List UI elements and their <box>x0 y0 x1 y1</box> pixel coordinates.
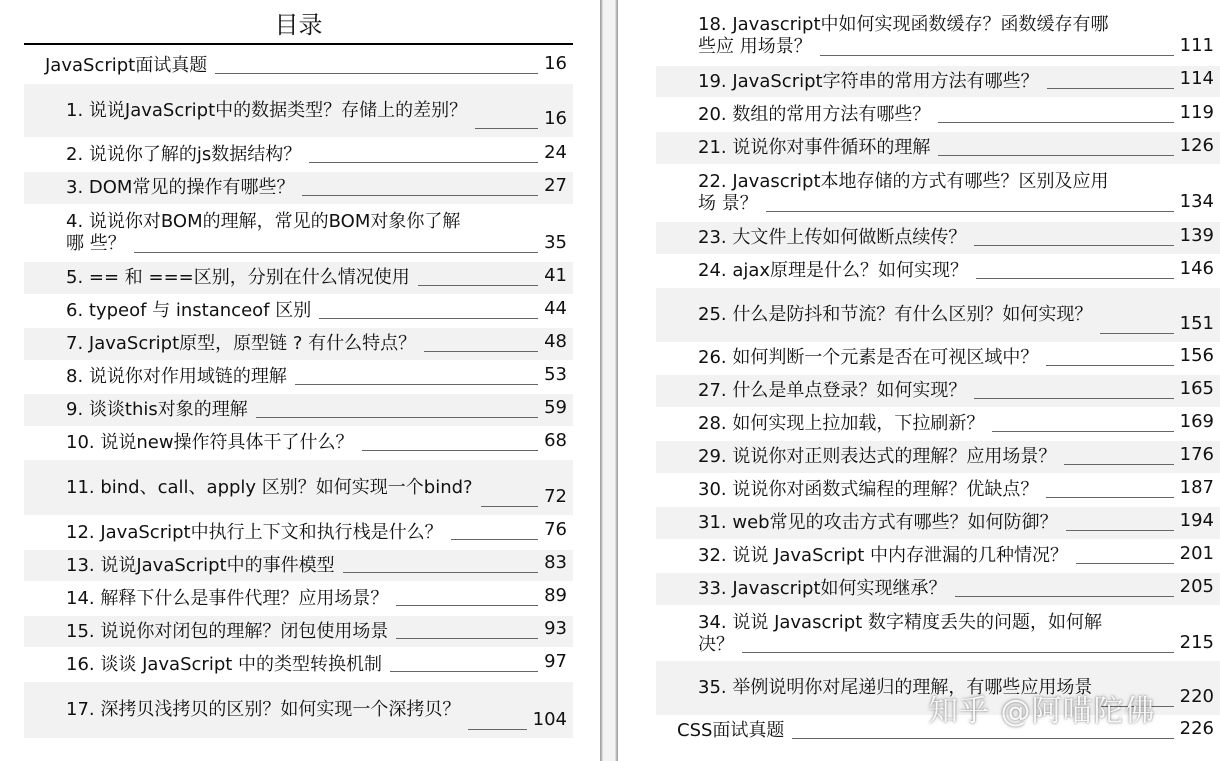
toc-entry-title: 34. 说说 Javascript 数字精度丢失的问题，如何解决？ <box>698 611 1102 655</box>
toc-entry[interactable] <box>24 328 573 360</box>
toc-entry[interactable] <box>656 8 1220 64</box>
toc-leader-line <box>792 738 1174 739</box>
toc-leader-line <box>976 278 1174 279</box>
toc-entry-title: 33. Javascript如何实现继承？ <box>698 578 947 599</box>
toc-page-number: 89 <box>544 585 567 606</box>
toc-leader-line <box>390 671 538 672</box>
toc-page-number: 114 <box>1179 68 1214 89</box>
toc-entry-title: 35. 举例说明你对尾递归的理解，有哪些应用场景 <box>698 677 1093 698</box>
toc-entry[interactable] <box>656 408 1220 440</box>
toc-entry-title: 4. 说说你对BOM的理解，常见的BOM对象你了解哪 些？ <box>66 211 461 254</box>
toc-leader-line <box>481 506 538 507</box>
watermark: 知乎 @阿喵陀佛 <box>928 694 1156 729</box>
toc-leader-line <box>302 195 538 196</box>
toc-page-number: 205 <box>1179 576 1214 597</box>
toc-entry[interactable] <box>24 139 573 171</box>
toc-leader-line <box>424 351 538 352</box>
toc-page-number: 97 <box>544 651 567 672</box>
toc-leader-line <box>1064 464 1174 465</box>
toc-entry[interactable] <box>24 616 573 647</box>
toc-entry-title: 23. 大文件上传如何做断点续传？ <box>698 227 967 248</box>
toc-entry[interactable] <box>656 165 1220 220</box>
toc-leader-line <box>362 450 538 451</box>
toc-entry[interactable] <box>24 517 573 548</box>
toc-entry-title: 16. 谈谈 JavaScript 中的类型转换机制 <box>66 653 383 675</box>
toc-leader-line <box>1046 497 1174 498</box>
toc-page-number: 220 <box>1179 686 1214 707</box>
toc-page-number: 111 <box>1179 35 1214 56</box>
toc-entry[interactable] <box>24 361 573 393</box>
toc-leader-line <box>955 596 1174 597</box>
toc-leader-line <box>1100 333 1174 334</box>
toc-leader-line <box>974 398 1174 399</box>
toc-entry[interactable] <box>656 540 1220 572</box>
toc-entry[interactable] <box>24 394 573 426</box>
toc-page-number: 156 <box>1179 345 1214 366</box>
toc-page-number: 41 <box>544 265 567 286</box>
toc-entry-title: 28. 如何实现上拉加载，下拉刷新？ <box>698 413 985 434</box>
toc-leader-line <box>418 285 538 286</box>
toc-page-number: 35 <box>544 232 567 253</box>
toc-leader-line <box>468 729 527 730</box>
toc-leader-line <box>1047 88 1174 89</box>
toc-entry-title: 14. 解释下什么是事件代理？应用场景？ <box>66 587 389 609</box>
toc-page-number: 226 <box>1179 718 1214 739</box>
toc-page-number: 76 <box>544 519 567 540</box>
toc-entry[interactable] <box>656 507 1220 539</box>
toc-entry-title: 8. 说说你对作用域链的理解 <box>66 366 287 387</box>
toc-entry[interactable] <box>24 682 573 738</box>
toc-page-number: 104 <box>532 709 567 730</box>
toc-entry[interactable] <box>656 255 1220 287</box>
toc-page-number: 169 <box>1179 411 1214 432</box>
toc-page-number: 72 <box>544 486 567 507</box>
toc-entry[interactable] <box>24 583 573 614</box>
toc-page-number: 151 <box>1179 313 1214 334</box>
toc-page-number: 93 <box>544 618 567 639</box>
toc-page-number: 53 <box>544 364 567 385</box>
toc-page-number: 134 <box>1179 191 1214 212</box>
title-divider <box>24 43 573 45</box>
toc-entry-title: 21. 说说你对事件循环的理解 <box>698 137 931 158</box>
toc-entry-title: 15. 说说你对闭包的理解？闭包使用场景 <box>66 620 389 642</box>
page-gutter <box>600 0 618 761</box>
toc-entry[interactable] <box>24 460 573 515</box>
toc-entry-title: 3. DOM常见的操作有哪些？ <box>66 177 295 198</box>
toc-entry-title: 6. typeof 与 instanceof 区别 <box>66 300 312 321</box>
toc-entry[interactable] <box>656 375 1220 407</box>
toc-entry-title: 18. Javascript中如何实现函数缓存？函数缓存有哪些应 用场景？ <box>698 14 1109 57</box>
toc-entry[interactable] <box>24 84 573 137</box>
toc-page-number: 146 <box>1179 258 1214 279</box>
toc-page-number: 48 <box>544 331 567 352</box>
toc-entry-title: JavaScript面试真题 <box>45 54 208 76</box>
toc-leader-line <box>215 73 538 74</box>
toc-entry-title: 17. 深拷贝浅拷贝的区别？如何实现一个深拷贝？ <box>66 699 461 720</box>
toc-entry[interactable] <box>656 441 1220 473</box>
toc-leader-line <box>1066 530 1174 531</box>
toc-entry-title: 24. ajax原理是什么？如何实现？ <box>698 260 969 281</box>
toc-page-left <box>0 0 600 761</box>
toc-entry[interactable] <box>24 427 573 459</box>
toc-entry[interactable] <box>24 649 573 680</box>
toc-entry[interactable] <box>656 474 1220 506</box>
toc-leader-line <box>742 652 1174 653</box>
toc-entry-title: 12. JavaScript中执行上下文和执行栈是什么？ <box>66 521 443 543</box>
toc-page-number: 215 <box>1179 632 1214 653</box>
toc-leader-line <box>319 318 538 319</box>
toc-leader-line <box>451 539 538 540</box>
toc-entry-title: CSS面试真题 <box>677 720 785 741</box>
toc-entry[interactable] <box>656 132 1220 164</box>
toc-page-number: 165 <box>1179 378 1214 399</box>
toc-entry[interactable] <box>656 222 1220 254</box>
toc-leader-line <box>1076 563 1174 564</box>
toc-leader-line <box>256 417 538 418</box>
toc-page-number: 194 <box>1179 510 1214 531</box>
toc-leader-line <box>295 384 538 385</box>
toc-entry[interactable] <box>656 66 1220 97</box>
toc-entry[interactable] <box>24 205 573 261</box>
toc-page-number: 187 <box>1179 477 1214 498</box>
toc-leader-line <box>766 211 1174 212</box>
toc-page-number: 83 <box>544 552 567 573</box>
toc-leader-line <box>396 638 538 639</box>
toc-entry-title: 19. JavaScript字符串的常用方法有哪些？ <box>698 70 1039 92</box>
toc-entry-title: 9. 谈谈this对象的理解 <box>66 399 248 420</box>
toc-leader-line <box>820 55 1174 56</box>
toc-entry-title: 26. 如何判断一个元素是否在可视区域中？ <box>698 347 1039 368</box>
toc-page-number: 44 <box>544 298 567 319</box>
toc-leader-line <box>134 252 538 253</box>
toc-entry[interactable] <box>24 172 573 204</box>
toc-entry-title: 2. 说说你了解的js数据结构？ <box>66 144 302 165</box>
toc-leader-line <box>309 162 538 163</box>
toc-entry[interactable] <box>656 606 1220 661</box>
toc-page-number: 201 <box>1179 543 1214 564</box>
toc-page-number: 68 <box>544 430 567 451</box>
toc-entry[interactable] <box>656 99 1220 131</box>
toc-page-number: 16 <box>544 108 567 129</box>
toc-page-number: 176 <box>1179 444 1214 465</box>
toc-leader-line <box>1046 365 1174 366</box>
toc-title: 目录 <box>274 11 323 39</box>
toc-entry[interactable] <box>656 342 1220 374</box>
toc-leader-line <box>938 155 1174 156</box>
toc-entry[interactable] <box>656 288 1220 342</box>
toc-page-right <box>618 0 1220 761</box>
toc-leader-line <box>992 431 1174 432</box>
toc-entry-title: 5. == 和 ===区别，分别在什么情况使用 <box>66 267 410 288</box>
toc-leader-line <box>396 605 538 606</box>
toc-entry-title: 20. 数组的常用方法有哪些？ <box>698 104 931 125</box>
toc-page-number: 24 <box>544 142 567 163</box>
toc-entry-title: 27. 什么是单点登录？如何实现？ <box>698 380 967 401</box>
toc-entry[interactable] <box>24 295 573 327</box>
toc-page-number: 27 <box>544 175 567 196</box>
toc-leader-line <box>475 128 538 129</box>
toc-leader-line <box>974 245 1174 246</box>
toc-entry[interactable] <box>24 49 573 82</box>
toc-entry-title: 13. 说说JavaScript中的事件模型 <box>66 554 335 576</box>
toc-page-number: 139 <box>1179 225 1214 246</box>
toc-entry[interactable] <box>24 550 573 581</box>
toc-entry-title: 10. 说说new操作符具体干了什么？ <box>66 432 354 453</box>
toc-entry-title: 25. 什么是防抖和节流？有什么区别？如何实现？ <box>698 304 1093 325</box>
toc-entry-title: 31. web常见的攻击方式有哪些？如何防御？ <box>698 512 1058 533</box>
toc-page-number: 16 <box>544 53 567 74</box>
toc-entry-title: 11. bind、call、apply 区别？如何实现一个bind? <box>66 476 473 498</box>
toc-entry-title: 22. Javascript本地存储的方式有哪些？区别及应用场 景？ <box>698 170 1109 214</box>
toc-entry-title: 30. 说说你对函数式编程的理解？优缺点？ <box>698 479 1039 500</box>
toc-page-number: 59 <box>544 397 567 418</box>
toc-leader-line <box>343 572 538 573</box>
toc-entry[interactable] <box>656 573 1220 605</box>
toc-entry-title: 29. 说说你对正则表达式的理解？应用场景？ <box>698 446 1057 467</box>
toc-entry-title: 1. 说说JavaScript中的数据类型？存储上的差别？ <box>66 99 468 121</box>
toc-entry-title: 7. JavaScript原型，原型链 ? 有什么特点？ <box>66 333 417 354</box>
toc-page-number: 119 <box>1179 102 1214 123</box>
toc-entry[interactable] <box>24 262 573 294</box>
toc-page-number: 126 <box>1179 135 1214 156</box>
toc-entry-title: 32. 说说 JavaScript 中内存泄漏的几种情况？ <box>698 545 1069 566</box>
toc-leader-line <box>938 122 1174 123</box>
